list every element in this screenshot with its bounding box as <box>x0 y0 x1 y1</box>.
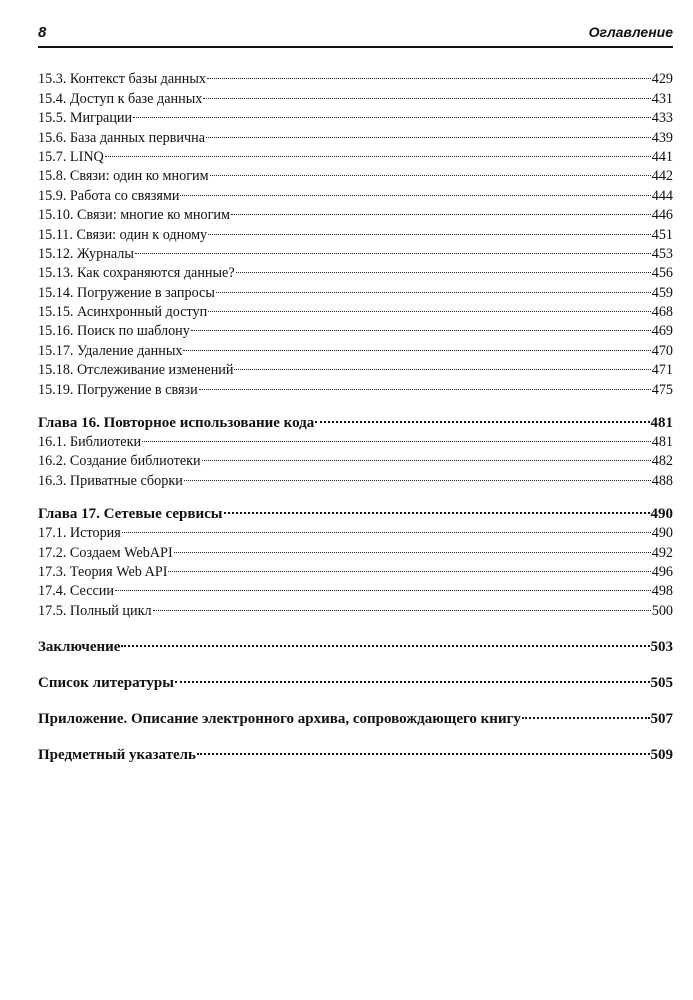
toc-chapter-17[interactable] <box>38 497 673 522</box>
toc-entry[interactable] <box>38 64 673 88</box>
toc-chapter-title: Глава 17. Сетевые сервисы <box>38 505 223 522</box>
dot-leader <box>180 180 650 199</box>
toc-entry-title: 15.7. LINQ <box>38 148 104 165</box>
toc-entry[interactable] <box>38 161 673 185</box>
toc-entry-title: 15.16. Поиск по шаблону <box>38 323 190 340</box>
dot-leader <box>236 258 651 277</box>
dot-leader <box>183 335 650 354</box>
dot-leader <box>122 518 651 537</box>
dot-leader <box>197 738 650 759</box>
toc-entry-title: 16.1. Библиотеки <box>38 434 142 451</box>
toc-references[interactable] <box>38 666 673 691</box>
toc-group-chapter-15 <box>38 64 673 398</box>
toc-page-number: 500 <box>651 602 673 619</box>
dot-leader <box>203 83 650 102</box>
toc-group-chapter-17 <box>38 518 673 619</box>
page-number: 8 <box>38 24 47 41</box>
running-title: Оглавление <box>588 24 673 40</box>
toc-entry-title: 15.8. Связи: один ко многим <box>38 168 209 185</box>
toc-entry-title: 15.9. Работа со связями <box>38 187 180 204</box>
toc-chapter-title: Приложение. Описание электронного архива, сопровождающего книгу <box>38 710 521 727</box>
toc-entry[interactable] <box>38 518 673 542</box>
toc-page-number: 490 <box>651 525 673 542</box>
toc-page-number: 481 <box>651 434 673 451</box>
toc-entry-title: 17.3. Теория Web API <box>38 563 168 580</box>
toc-entry-title: 16.2. Создание библиотеки <box>38 453 201 470</box>
toc-page-number: 442 <box>651 168 673 185</box>
toc-entry-title: 15.13. Как сохраняются данные? <box>38 265 235 282</box>
dot-leader <box>207 64 651 83</box>
dot-leader <box>105 142 651 161</box>
toc-entry[interactable] <box>38 103 673 127</box>
toc-page-number: 482 <box>651 453 673 470</box>
toc-page-number: 470 <box>651 342 673 359</box>
toc-page-number: 431 <box>651 90 673 107</box>
toc-page-number: 451 <box>651 226 673 243</box>
toc-page-number: 505 <box>650 674 673 691</box>
toc-entry-title: 17.2. Создаем WebAPI <box>38 544 173 561</box>
toc-page-number: 444 <box>651 187 673 204</box>
toc-page-number: 446 <box>651 207 673 224</box>
dot-leader <box>199 374 651 393</box>
toc-entry-title: 17.1. История <box>38 525 121 542</box>
dot-leader <box>216 277 651 296</box>
toc-page-number: 429 <box>651 71 673 88</box>
table-of-contents <box>38 64 673 763</box>
toc-appendix[interactable] <box>38 702 673 727</box>
dot-leader <box>175 666 650 687</box>
toc-entry-title: 15.17. Удаление данных <box>38 342 183 359</box>
dot-leader <box>206 122 651 141</box>
dot-leader <box>210 161 651 180</box>
toc-page-number: 475 <box>651 381 673 398</box>
toc-entry-title: 16.3. Приватные сборки <box>38 472 183 489</box>
toc-entry-title: 15.18. Отслеживание изменений <box>38 362 234 379</box>
toc-page-number: 481 <box>650 414 673 431</box>
toc-entry[interactable] <box>38 595 673 619</box>
toc-page-number: 490 <box>650 505 673 522</box>
page-header <box>38 22 673 48</box>
dot-leader <box>231 200 651 219</box>
dot-leader <box>522 702 650 723</box>
toc-entry[interactable] <box>38 576 673 600</box>
dot-leader <box>168 557 650 576</box>
toc-entry-title: 15.12. Журналы <box>38 245 134 262</box>
toc-entry-title: 15.19. Погружение в связи <box>38 381 198 398</box>
toc-chapter-16[interactable] <box>38 406 673 431</box>
toc-index[interactable] <box>38 738 673 763</box>
toc-entry-title: 15.10. Связи: многие ко многим <box>38 207 230 224</box>
toc-entry-title: 15.5. Миграции <box>38 110 133 127</box>
toc-page-number: 433 <box>651 110 673 127</box>
toc-entry-title: 17.4. Сессии <box>38 583 114 600</box>
dot-leader <box>234 355 650 374</box>
toc-chapter-title: Заключение <box>38 638 121 655</box>
toc-entry[interactable] <box>38 122 673 146</box>
toc-entry-title: 15.15. Асинхронный доступ <box>38 304 208 321</box>
dot-leader <box>133 103 651 122</box>
toc-page-number: 507 <box>650 710 673 727</box>
dot-leader <box>115 576 651 595</box>
toc-entry-title: 15.11. Связи: один к одному <box>38 226 208 243</box>
toc-entry-title: 17.5. Полный цикл <box>38 602 152 619</box>
toc-entry[interactable] <box>38 142 673 165</box>
toc-page-number: 471 <box>651 362 673 379</box>
dot-leader <box>184 465 651 484</box>
toc-entry[interactable] <box>38 537 673 561</box>
toc-page-number: 453 <box>651 245 673 262</box>
dot-leader <box>208 297 651 316</box>
dot-leader <box>224 497 650 518</box>
toc-entry-title: 15.4. Доступ к базе данных <box>38 90 203 107</box>
toc-page-number: 509 <box>650 746 673 763</box>
toc-page-number: 492 <box>651 544 673 561</box>
dot-leader <box>202 446 651 465</box>
dot-leader <box>153 595 651 614</box>
toc-page-number: 441 <box>651 148 673 165</box>
toc-page-number: 459 <box>651 284 673 301</box>
toc-chapter-title: Список литературы <box>38 674 174 691</box>
toc-entry-title: 15.3. Контекст базы данных <box>38 71 206 88</box>
toc-group-chapter-16 <box>38 427 673 489</box>
dot-leader <box>121 630 649 651</box>
toc-entry-title: 15.6. База данных первична <box>38 129 205 146</box>
toc-page-number: 496 <box>651 563 673 580</box>
toc-page-number: 503 <box>650 638 673 655</box>
dot-leader <box>208 219 651 238</box>
dot-leader <box>191 316 651 335</box>
toc-chapter-title: Глава 16. Повторное использование кода <box>38 414 315 431</box>
toc-page-number: 469 <box>651 323 673 340</box>
dot-leader <box>315 406 649 427</box>
dot-leader <box>135 239 651 258</box>
toc-page-number: 439 <box>651 129 673 146</box>
toc-conclusion[interactable] <box>38 630 673 655</box>
toc-entry-title: 15.14. Погружение в запросы <box>38 284 215 301</box>
toc-page-number: 468 <box>651 304 673 321</box>
toc-page-number: 488 <box>651 472 673 489</box>
toc-page-number: 498 <box>651 583 673 600</box>
toc-chapter-title: Предметный указатель <box>38 746 196 763</box>
dot-leader <box>142 427 651 446</box>
toc-page-number: 456 <box>651 265 673 282</box>
dot-leader <box>174 537 651 556</box>
